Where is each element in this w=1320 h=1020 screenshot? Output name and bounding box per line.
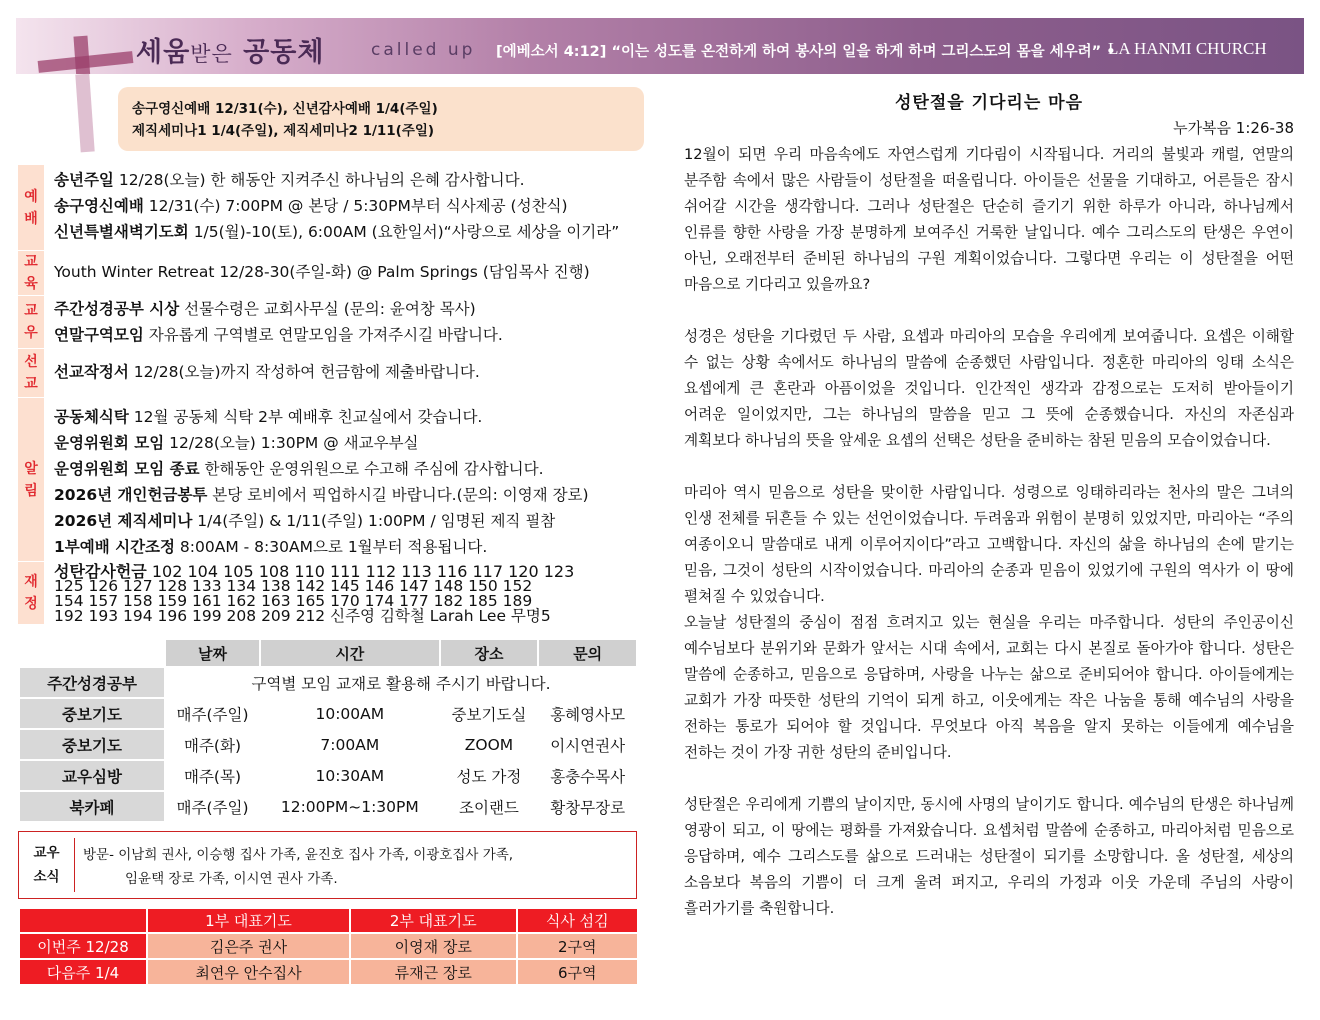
table-cell: 매주(주일)	[165, 791, 260, 822]
row-header: 다음주 1/4	[19, 959, 147, 985]
section-news	[18, 398, 642, 562]
announcement-item: 신년특별새벽기도회 1/5(월)-10(토), 6:00AM (요한일서)“사랑으로 세상을 이기라”	[54, 223, 620, 241]
row-header: 북카페	[19, 791, 165, 822]
row-header: 교우심방	[19, 760, 165, 791]
column-header: 1부 대표기도	[147, 908, 350, 933]
table-cell: 7:00AM	[260, 729, 440, 760]
section-mission	[18, 349, 642, 398]
table-cell: 6구역	[517, 959, 638, 985]
table-cell: 매주(목)	[165, 760, 260, 791]
section-finance	[18, 562, 642, 625]
row-header: 중보기도	[19, 729, 165, 760]
announcement-item: 송구영신예배 12/31(수) 7:00PM @ 본당 / 5:30PM부터 식사제공 (성찬식)	[54, 197, 568, 215]
table-row	[19, 698, 637, 729]
member-news-box	[18, 831, 637, 899]
table-cell: 12:00PM~1:30PM	[260, 791, 440, 822]
duty-table	[18, 907, 639, 986]
row-header: 중보기도	[19, 698, 165, 729]
cross-icon-tail	[75, 74, 94, 153]
member-news-label: 교우 소식	[19, 838, 75, 892]
offering-list: 성탄감사헌금 102 104 105 108 110 111 112 113 116 117 120 123	[54, 562, 575, 581]
table-cell: 매주(화)	[165, 729, 260, 760]
section-label: 예 배	[18, 165, 44, 250]
table-cell: 이영재 장로	[350, 933, 517, 959]
section-label: 선 교	[18, 349, 44, 397]
column-header: 문의	[538, 639, 637, 667]
table-cell: 최연우 안수집사	[147, 959, 350, 985]
table-cell: 10:00AM	[260, 698, 440, 729]
notice-line: 송구영신예배 12/31(수), 신년감사예배 1/4(주일)	[132, 101, 438, 117]
table-cell: 10:30AM	[260, 760, 440, 791]
table-cell: 2구역	[517, 933, 638, 959]
table-cell: 조이랜드	[440, 791, 539, 822]
table-cell: 매주(주일)	[165, 698, 260, 729]
table-cell: 구역별 모임 교재로 활용해 주시기 바랍니다.	[165, 667, 637, 698]
table-row	[19, 791, 637, 822]
header-banner	[16, 18, 1304, 74]
table-cell: 류재근 장로	[350, 959, 517, 985]
table-cell: 성도 가정	[440, 760, 539, 791]
announcement-item: 1부예배 시간조정 8:00AM - 8:30AM으로 1월부터 적용됩니다.	[54, 538, 488, 556]
section-education	[18, 251, 642, 296]
banner-subtitle: called up	[371, 40, 476, 60]
section-label: 알 림	[18, 398, 44, 561]
table-row	[19, 959, 638, 985]
column-header: 식사 섬김	[517, 908, 638, 933]
announcement-item: 운영위원회 모임 12/28(오늘) 1:30PM @ 새교우부실	[54, 434, 419, 452]
section-label: 교 우	[18, 296, 44, 348]
notice-line: 제직세미나1 1/4(주일), 제직세미나2 1/11(주일)	[132, 123, 435, 139]
schedule-table	[18, 638, 638, 823]
article-paragraph: 성탄절은 우리에게 기쁨의 날이지만, 동시에 사명의 날이기도 합니다. 예수님의 탄생은 하나님께 영광이 되고, 이 땅에는 평화를 가져왔습니다. 요셉처럼 말씀에 순종하고, 마리아처럼 믿음으로 응답하며, 예수 그리스도를 삶으로 드러내는 성탄절이 되기를 소망합니다. 올 성탄절, 세상의 소음보다 복음의 기쁨이 더 크게 울려 퍼지고, 우리의 가정과 이웃 가운데 주님의 사랑이 흘러가기를 축원합니다.	[684, 796, 1294, 917]
article-paragraph: 성경은 성탄을 기다렸던 두 사람, 요셉과 마리아의 모습을 우리에게 보여줍니다. 요셉은 이해할 수 없는 상황 속에서도 하나님의 말씀에 순종했던 사람입니다. 정혼한 마리아의 잉태 소식은 요셉에게 큰 혼란과 아픔이었을 것입니다. 인간적인 생각과 감정으로는 도저히 받아들이기 어려운 일이었지만, 그는 하나님의 말씀을 믿고 그 뜻에 순종했습니다. 자신의 자존심과 계획보다 하나님의 뜻을 앞세운 요셉의 선택은 성탄을 준비하는 참된 믿음의 모습이었습니다.	[684, 328, 1294, 449]
offering-list: 154 157 158 159 161 162 163 165 170 174 177 182 185 189	[54, 592, 533, 610]
row-header: 주간성경공부	[19, 667, 165, 698]
section-fellowship	[18, 296, 642, 349]
announcement-item: 선교작정서 12/28(오늘)까지 작성하여 헌금함에 제출바랍니다.	[54, 363, 480, 381]
section-label: 교 육	[18, 251, 44, 295]
announcement-item: 공동체식탁 12월 공동체 식탁 2부 예배후 친교실에서 갖습니다.	[54, 408, 483, 426]
table-cell: 김은주 권사	[147, 933, 350, 959]
column-header: 시간	[260, 639, 440, 667]
offering-list: 192 193 194 196 199 208 209 212 신주영 김학철 Larah Lee 무명5	[54, 607, 551, 625]
article-paragraph: 12월이 되면 우리 마음속에도 자연스럽게 기다림이 시작됩니다. 거리의 불빛과 캐럴, 연말의 분주함 속에서 많은 사람들이 성탄절을 떠올립니다. 아이들은 선물을 기대하고, 어른들은 잠시 쉬어갈 시간을 생각합니다. 그러나 성탄절은 단순히 즐기기 위한 하루가 아니라, 하나님께서 인류를 향한 사랑을 가장 분명하게 보여주신 거룩한 날입니다. 예수 그리스도의 탄생은 우연이 아닌, 오래전부터 준비된 하나님의 구원 계획이었습니다. 그렇다면 우리는 이 성탄절을 어떤 마음으로 기다리고 있을까요?	[684, 146, 1294, 293]
row-header: 이번주 12/28	[19, 933, 147, 959]
announcement-item: 2026년 개인헌금봉투 본당 로비에서 픽업하시길 바랍니다.(문의: 이영재 장로)	[54, 486, 589, 504]
section-label: 재 정	[18, 562, 44, 624]
section-worship	[18, 165, 642, 251]
table-cell: ZOOM	[440, 729, 539, 760]
announcement-item: 송년주일 12/28(오늘) 한 해동안 지켜주신 하나님의 은혜 감사합니다.	[54, 171, 525, 189]
table-cell: 홍혜영사모	[538, 698, 637, 729]
table-cell: 이시연권사	[538, 729, 637, 760]
column-header: 2부 대표기도	[350, 908, 517, 933]
table-row	[19, 667, 637, 698]
table-row	[19, 729, 637, 760]
column-header: 장소	[440, 639, 539, 667]
announcement-item: 운영위원회 모임 종료 한해동안 운영위원으로 수고해 주심에 감사합니다.	[54, 460, 544, 478]
announcement-item: 2026년 제직세미나 1/4(주일) & 1/11(주일) 1:00PM / 임명된 제직 필참	[54, 512, 556, 530]
table-cell: 황창무장로	[538, 791, 637, 822]
article-title: 성탄절을 기다리는 마음	[894, 93, 1084, 113]
member-news-line: 임윤택 장로 가족, 이시연 권사 가족.	[125, 871, 338, 887]
banner-title: 세움받은 공동체	[136, 37, 325, 68]
column-header: 날짜	[165, 639, 260, 667]
article-paragraph: 마리아 역시 믿음으로 성탄을 맞이한 사람입니다. 성령으로 잉태하리라는 천사의 말은 그녀의 인생 전체를 뒤흔들 수 있는 선언이었습니다. 두려움과 위험이 분명히 있었지만, 마리아는 “주의 여종이오니 말씀대로 내게 이루어지이다”라고 고백합니다. 자신의 삶을 하나님의 손에 맡기는 믿음, 그것이 성탄의 시작이었습니다. 마리아의 순종과 믿음이 있었기에 구원의 역사가 이 땅에 펼쳐질 수 있었습니다.	[684, 484, 1294, 605]
notice-box	[118, 87, 644, 151]
table-row	[19, 760, 637, 791]
table-cell: 홍충수목사	[538, 760, 637, 791]
announcements	[18, 165, 642, 625]
announcement-item: Youth Winter Retreat 12/28-30(주일-화) @ Palm Springs (담임목사 진행)	[54, 263, 590, 281]
announcement-item: 주간성경공부 시상 선물수령은 교회사무실 (문의: 윤여창 목사)	[54, 300, 476, 318]
article-paragraph: 오늘날 성탄절의 중심이 점점 흐려지고 있는 현실을 우리는 마주합니다. 성탄의 주인공이신 예수님보다 분위기와 문화가 앞서는 시대 속에서, 교회는 다시 본질로 돌아가야 합니다. 성탄은 말씀에 순종하고, 믿음으로 응답하며, 사랑을 나누는 삶으로 준비되어야 합니다. 아이들에게는 교회가 가장 따뜻한 성탄의 기억이 되게 하고, 이웃에게는 작은 나눔을 통해 예수님의 사랑을 전하는 통로가 되어야 할 것입니다. 무엇보다 아직 복음을 알지 못하는 이들에게 예수님을 전하는 것이 가장 귀한 성탄의 준비입니다.	[684, 614, 1294, 761]
church-name: LA HANMI CHURCH	[1108, 39, 1267, 58]
member-news-line: 방문- 이남희 권사, 이승행 집사 가족, 윤진호 집사 가족, 이광호집사 가족,	[83, 847, 514, 863]
banner-verse: [에베소서 4:12] “이는 성도를 온전하게 하여 봉사의 일을 하게 하며 그리스도의 몸을 세우려” •	[496, 44, 1116, 60]
meditation-article	[684, 88, 1294, 922]
table-row	[19, 933, 638, 959]
table-cell: 중보기도실	[440, 698, 539, 729]
offering-list: 125 126 127 128 133 134 138 142 145 146 147 148 150 152	[54, 577, 533, 595]
scripture-reference: 누가복음 1:26-38	[1173, 119, 1294, 137]
announcement-item: 연말구역모임 자유롭게 구역별로 연말모임을 가져주시길 바랍니다.	[54, 326, 503, 344]
